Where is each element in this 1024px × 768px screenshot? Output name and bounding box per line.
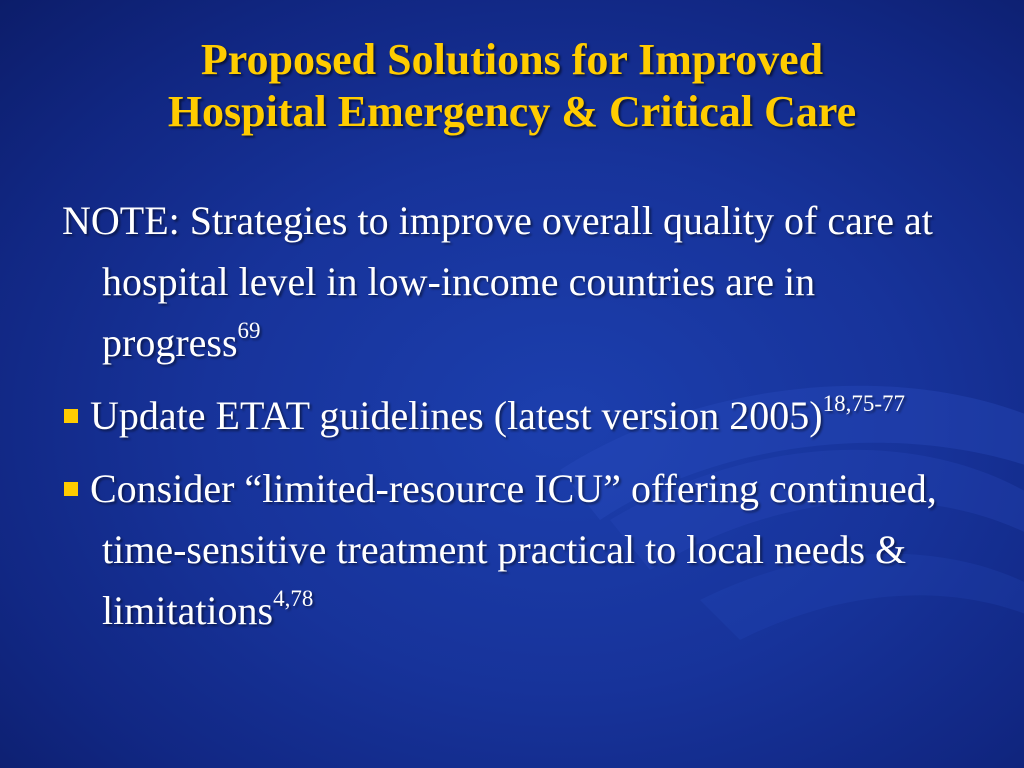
note-text: NOTE: Strategies to improve overall quality of care at hospital level in low-income countries are in progress bbox=[62, 198, 933, 365]
bullet-item-icu bbox=[62, 458, 962, 641]
slide-body bbox=[62, 190, 962, 653]
bullet-reference-etat: 18,75-77 bbox=[822, 391, 905, 416]
bullet-item-etat bbox=[62, 385, 962, 446]
bullet-text-etat: Update ETAT guidelines (latest version 2005) bbox=[90, 393, 823, 438]
bullet-reference-icu: 4,78 bbox=[273, 586, 314, 611]
bullet-text-icu: Consider “limited-resource ICU” offering continued, time-sensitive treatment practical to local needs & limitations bbox=[90, 466, 937, 633]
note-reference: 69 bbox=[237, 318, 261, 343]
title-line-1: Proposed Solutions for Improved bbox=[200, 35, 824, 84]
title-line-2: Hospital Emergency & Critical Care bbox=[167, 87, 857, 136]
square-bullet-icon bbox=[64, 409, 78, 423]
slide-title bbox=[20, 34, 1004, 138]
square-bullet-icon bbox=[64, 482, 78, 496]
note-paragraph bbox=[62, 190, 962, 373]
